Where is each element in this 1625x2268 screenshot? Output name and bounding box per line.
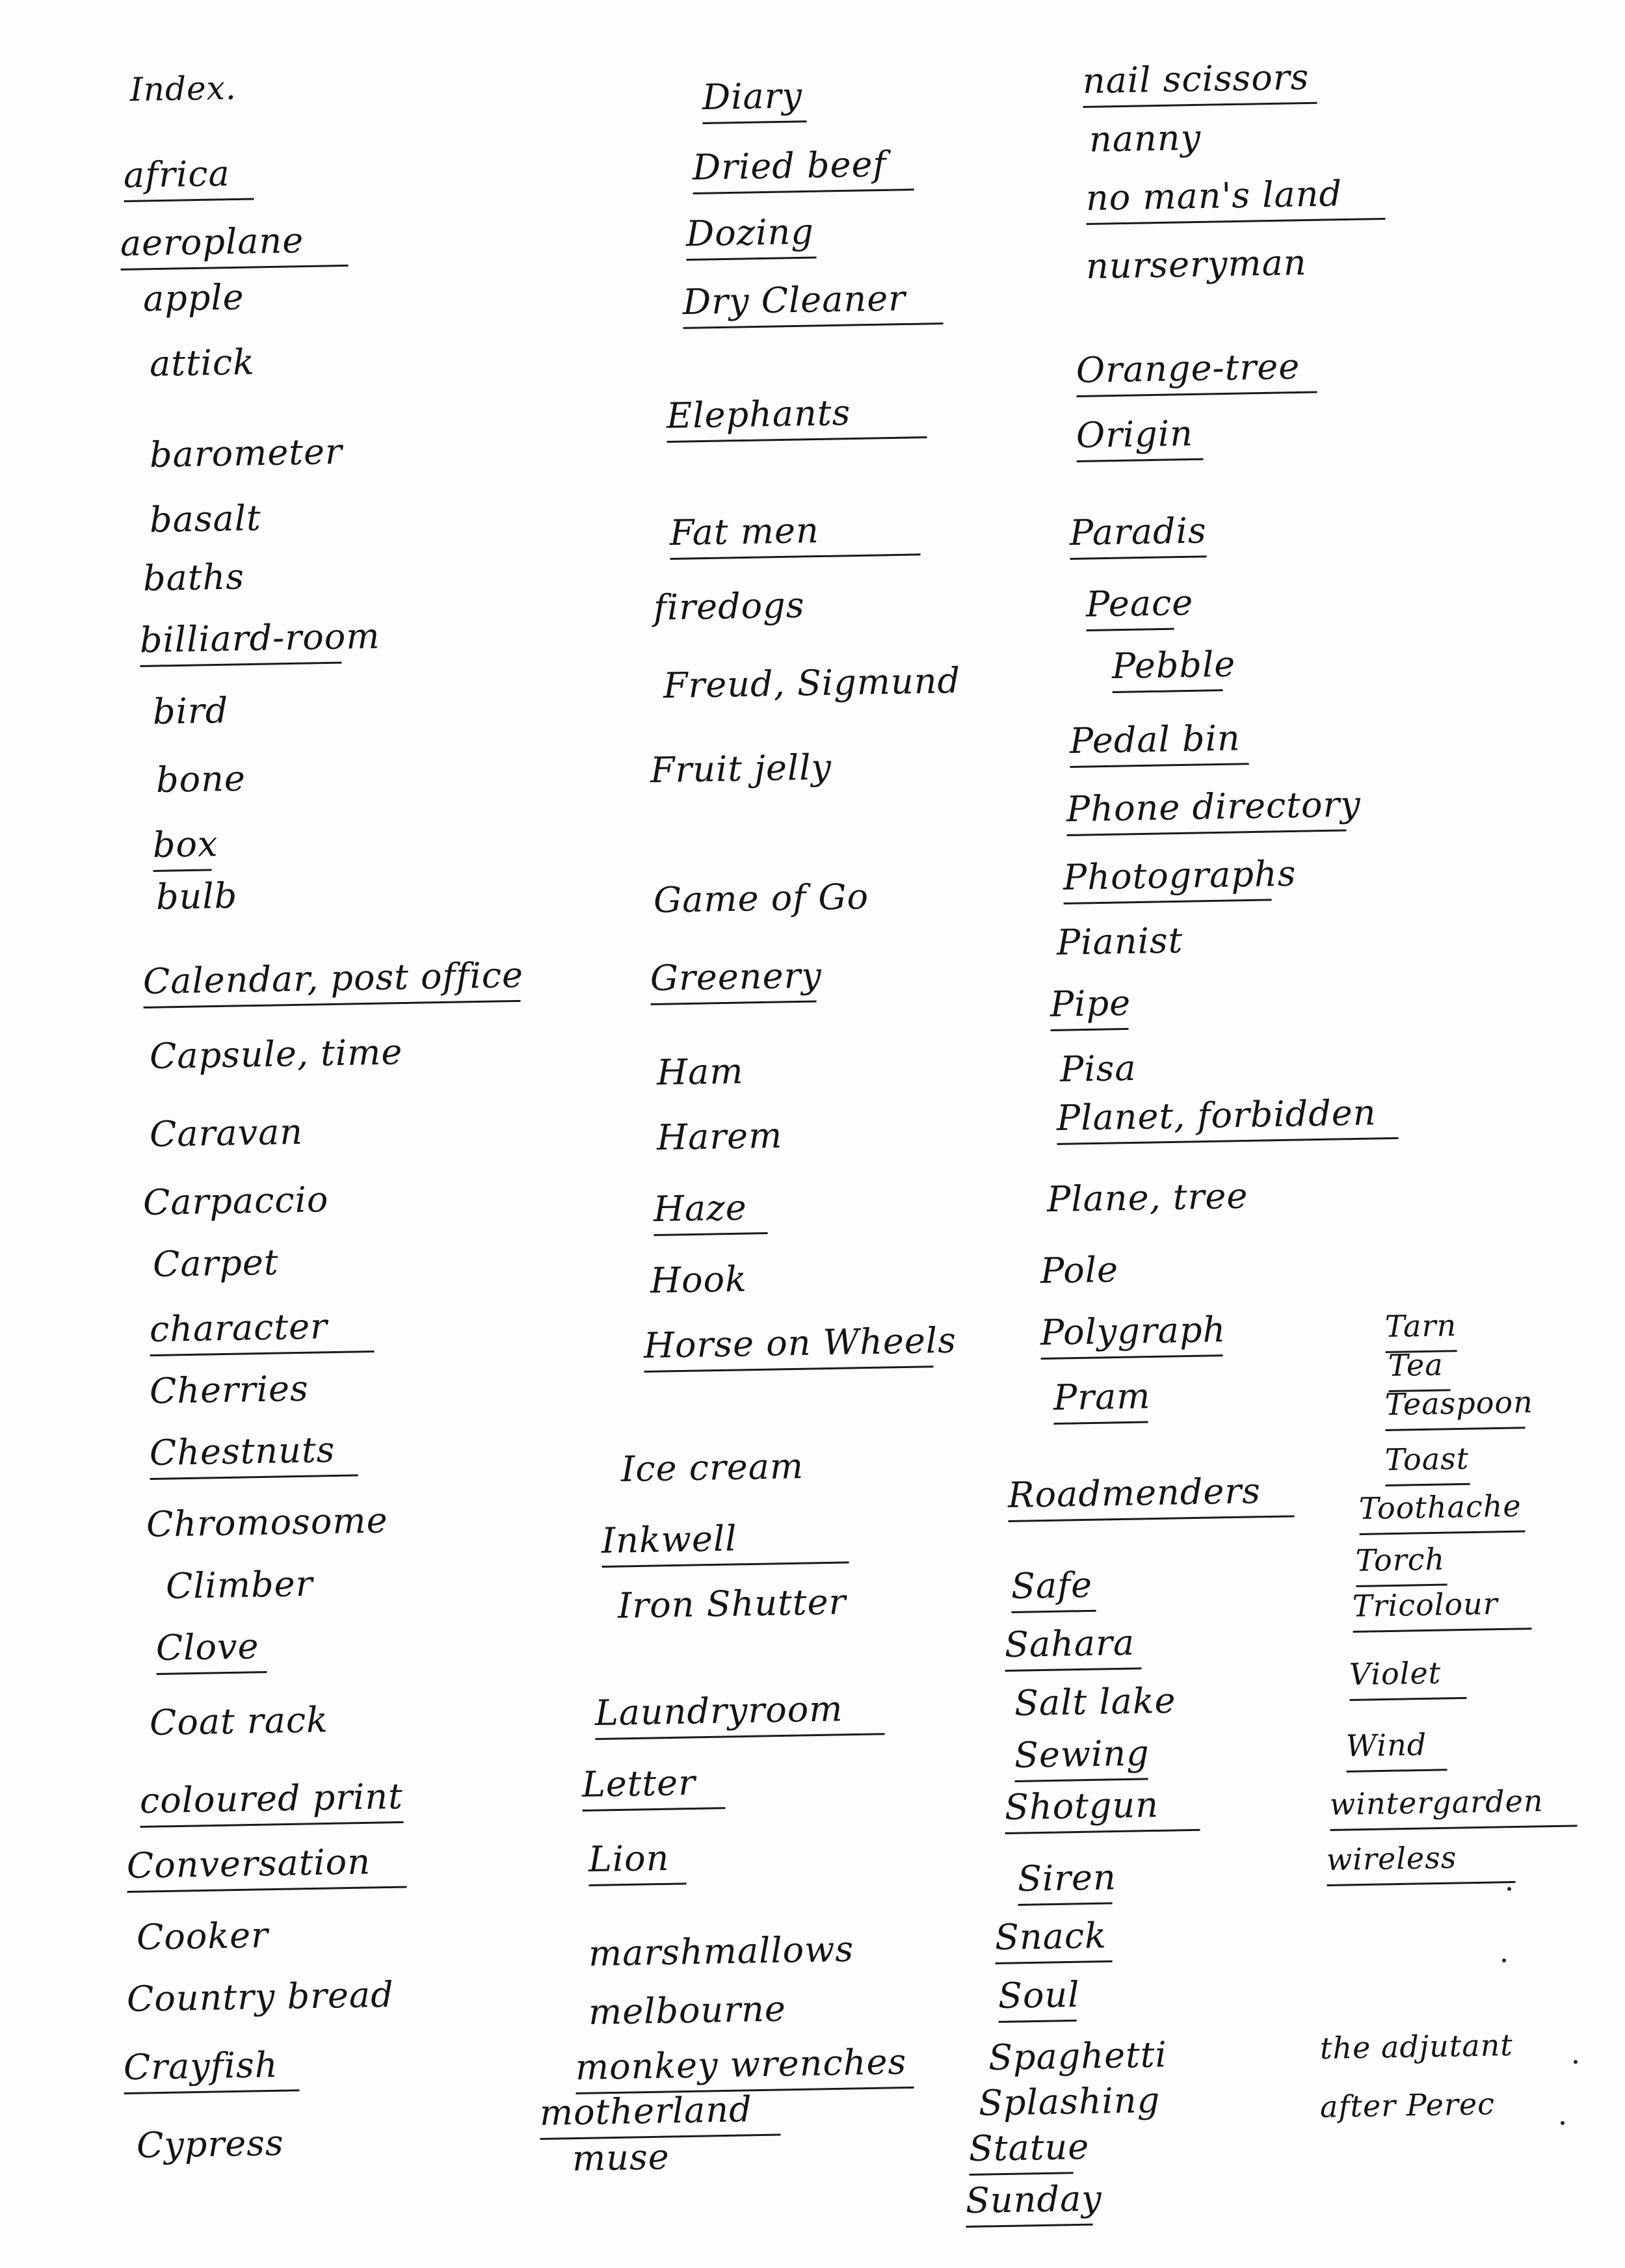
- index-entry: Shotgun: [1004, 1785, 1200, 1834]
- ink-dot: [1502, 1958, 1506, 1962]
- index-entry: Tarn: [1384, 1306, 1457, 1353]
- index-entry: Hook: [650, 1258, 748, 1301]
- index-entry: Statue: [968, 2128, 1073, 2176]
- index-entry: character: [149, 1306, 374, 1356]
- index-entry: Sunday: [965, 2180, 1092, 2228]
- index-entry: Iron Shutter: [617, 1581, 847, 1626]
- index-entry: Cooker: [136, 1914, 269, 1958]
- index-entry: Greenery: [650, 956, 816, 1005]
- index-entry: Phone directory: [1066, 785, 1346, 836]
- index-entry: Cypress: [136, 2122, 285, 2166]
- index-entry: Paradis: [1069, 511, 1206, 560]
- index-entry: coloured print: [139, 1777, 403, 1828]
- index-entry: apple: [142, 276, 245, 319]
- index-entry: Letter: [581, 1763, 725, 1812]
- index-entry: Splashing: [978, 2079, 1161, 2124]
- ink-dot: [1507, 1887, 1511, 1891]
- index-entry: Crayfish: [123, 2045, 299, 2094]
- index-entry: barometer: [149, 430, 343, 475]
- index-entry: Snack: [994, 1916, 1112, 1964]
- index-entry: Soul: [997, 1975, 1076, 2023]
- index-entry: bulb: [155, 875, 238, 917]
- index-entry: Dry Cleaner: [682, 278, 943, 329]
- index-entry: nanny: [1089, 117, 1202, 160]
- index-entry: Country bread: [126, 1973, 395, 2020]
- index-entry: Orange-tree: [1076, 347, 1317, 397]
- index-entry: Tricolour: [1352, 1583, 1531, 1633]
- index-entry: Teaspoon: [1384, 1382, 1525, 1431]
- index-entry: Dried beef: [692, 144, 914, 194]
- index-entry: Elephants: [666, 392, 927, 443]
- index-entry: Plane, tree: [1046, 1175, 1248, 1220]
- index-entry: Pedal bin: [1069, 719, 1248, 768]
- index-entry: Lion: [588, 1838, 686, 1886]
- index-entry: Wind: [1345, 1724, 1447, 1773]
- page-title: Index.: [129, 69, 237, 109]
- index-entry: motherland: [539, 2090, 780, 2140]
- index-entry: monkey wrenches: [575, 2042, 914, 2094]
- index-entry: wireless: [1326, 1837, 1515, 1886]
- index-entry: africa: [123, 154, 254, 202]
- index-entry: wintergarden: [1329, 1780, 1577, 1831]
- index-entry: Pebble: [1111, 645, 1222, 693]
- index-entry: no man's land: [1085, 174, 1385, 225]
- index-entry: muse: [572, 2136, 670, 2179]
- index-entry: Capsule, time: [149, 1031, 403, 1077]
- index-entry: Pipe: [1050, 984, 1128, 1031]
- index-entry: Salt lake: [1014, 1680, 1176, 1724]
- index-entry: Clove: [155, 1627, 267, 1675]
- index-entry: Freud, Sigmund: [663, 660, 961, 706]
- index-entry: Sahara: [1004, 1623, 1141, 1672]
- index-entry: Dozing: [685, 213, 816, 261]
- index-entry: basalt: [149, 497, 262, 540]
- index-entry: baths: [142, 556, 245, 599]
- index-entry: Fruit jelly: [650, 746, 832, 791]
- index-entry: Tea: [1388, 1345, 1450, 1392]
- index-entry: Pole: [1040, 1248, 1119, 1291]
- index-entry: Siren: [1017, 1858, 1112, 1906]
- index-entry: Inkwell: [601, 1517, 849, 1568]
- index-entry: Chestnuts: [149, 1430, 358, 1480]
- index-entry: Ham: [656, 1050, 745, 1093]
- index-entry: Photographs: [1063, 854, 1271, 904]
- index-entry: Caravan: [149, 1111, 304, 1155]
- index-entry: Planet, forbidden: [1056, 1093, 1398, 1145]
- index-entry: Cherries: [149, 1367, 310, 1412]
- index-entry: Game of Go: [653, 876, 869, 921]
- index-entry: Coat rack: [149, 1699, 329, 1743]
- index-entry: Safe: [1011, 1566, 1096, 1613]
- index-entry: Carpaccio: [142, 1179, 329, 1223]
- index-entry: Pisa: [1059, 1047, 1137, 1090]
- index-entry: Conversation: [126, 1842, 406, 1893]
- index-entry: Laundryroom: [594, 1689, 884, 1740]
- index-entry: Toast: [1384, 1439, 1470, 1486]
- index-entry: Carpet: [152, 1241, 280, 1285]
- index-entry: Polygraph: [1040, 1310, 1222, 1360]
- index-entry: Fat men: [669, 509, 920, 560]
- index-entry: Horse on Wheels: [643, 1321, 933, 1373]
- index-entry: Origin: [1076, 414, 1203, 462]
- index-entry: Diary: [702, 76, 806, 124]
- index-entry: box: [152, 824, 211, 872]
- ink-dot: [1574, 2060, 1578, 2064]
- index-entry: melbourne: [588, 1988, 787, 2033]
- index-entry: Violet: [1349, 1653, 1466, 1701]
- index-entry: Peace: [1085, 584, 1174, 631]
- note-line-1: the adjutant: [1319, 2027, 1514, 2066]
- index-entry: Toothache: [1358, 1486, 1525, 1535]
- index-entry: Climber: [165, 1563, 313, 1607]
- index-entry: Roadmenders: [1007, 1471, 1294, 1522]
- index-entry: bone: [155, 758, 246, 800]
- index-entry: Pianist: [1056, 919, 1183, 963]
- index-entry: aeroplane: [120, 220, 348, 270]
- index-entry: Ice cream: [620, 1445, 804, 1490]
- index-entry: Calendar, post office: [142, 956, 520, 1009]
- index-entry: Chromosome: [146, 1499, 389, 1545]
- index-entry: nurseryman: [1085, 242, 1308, 287]
- index-entry: bird: [152, 689, 229, 732]
- note-line-2: after Perec: [1319, 2086, 1496, 2124]
- index-entry: Sewing: [1014, 1734, 1148, 1782]
- index-entry: Pram: [1053, 1377, 1148, 1425]
- index-entry: Harem: [656, 1114, 783, 1158]
- index-entry: marshmallows: [588, 1928, 854, 1974]
- ink-dot: [1561, 2121, 1565, 2125]
- index-entry: nail scissors: [1082, 58, 1317, 108]
- index-entry: attick: [149, 341, 256, 384]
- index-entry: Spaghetti: [988, 2034, 1168, 2078]
- index-entry: Torch: [1355, 1540, 1447, 1587]
- index-entry: firedogs: [653, 584, 805, 628]
- index-entry: billiard-room: [139, 618, 341, 667]
- index-entry: Haze: [653, 1188, 767, 1236]
